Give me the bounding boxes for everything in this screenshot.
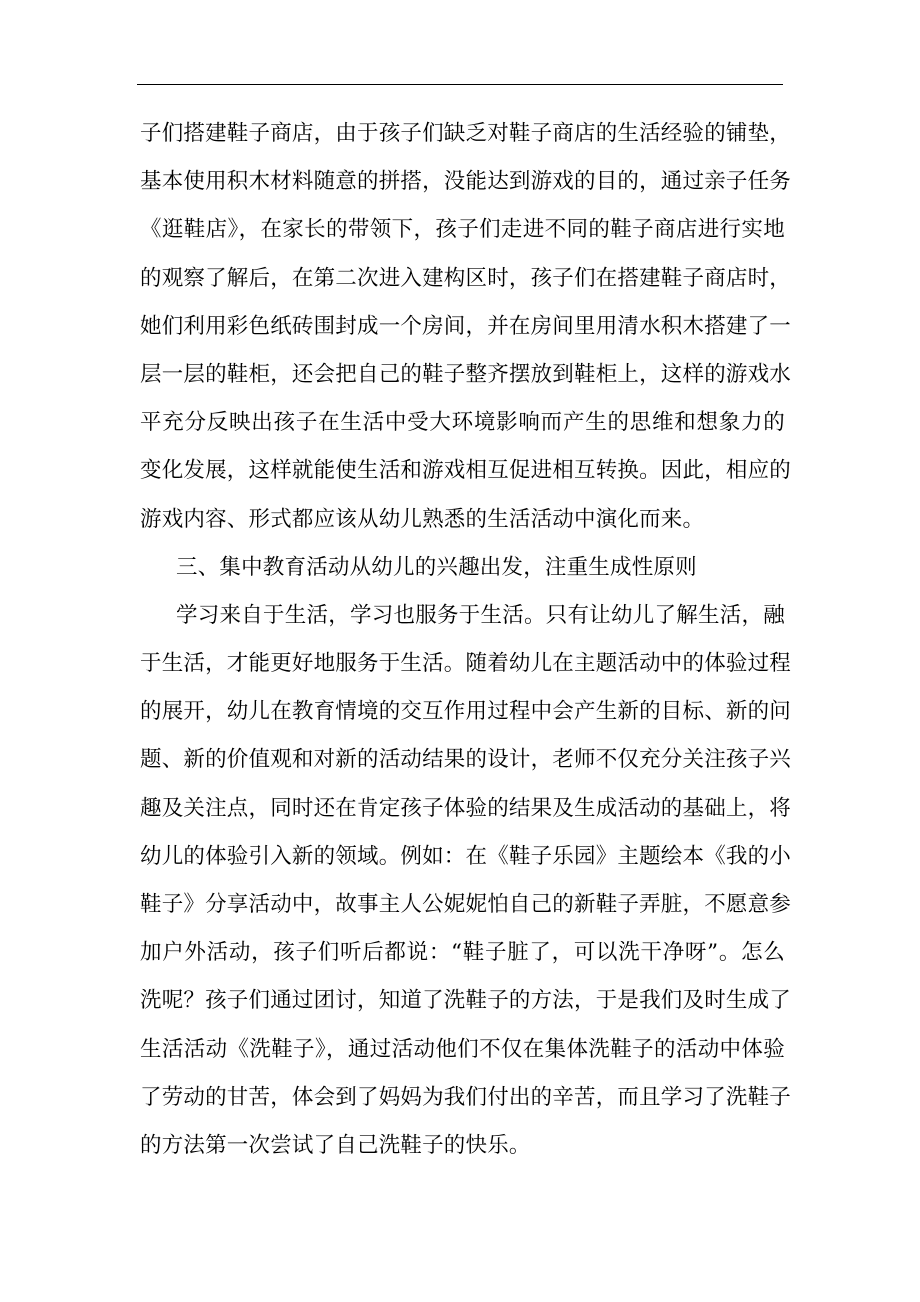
text-line: 洗呢？孩子们通过团讨，知道了洗鞋子的方法，于是我们及时生成了 — [140, 988, 792, 1014]
text-line: 游戏内容、形式都应该从幼儿熟悉的生活活动中演化而来。 — [140, 506, 705, 532]
text-line: 《逛鞋店》，在家长的带领下，孩子们走进不同的鞋子商店进行实地 — [140, 217, 785, 243]
text-line: 趣及关注点，同时还在肯定孩子体验的结果及生成活动的基础上，将 — [140, 795, 792, 821]
text-line: 基本使用积木材料随意的拼搭，没能达到游戏的目的，通过亲子任务 — [140, 169, 792, 195]
text-line: 她们利用彩色纸砖围封成一个房间，并在房间里用清水积木搭建了一 — [140, 313, 792, 339]
text-line: 学习来自于生活，学习也服务于生活。只有让幼儿了解生活，融 — [176, 602, 785, 628]
text-line: 鞋子》分享活动中，故事主人公妮妮怕自己的新鞋子弄脏，不愿意参 — [140, 892, 792, 917]
text-line: 幼儿的体验引入新的领域。例如：在《鞋子乐园》主题绘本《我的小 — [140, 843, 792, 869]
text-line: 题、新的价值观和对新的活动结果的设计，老师不仅充分关注孩子兴 — [140, 747, 792, 773]
text-line: 变化发展，这样就能使生活和游戏相互促进相互转换。因此，相应的 — [140, 458, 792, 484]
text-line: 的观察了解后，在第二次进入建构区时，孩子们在搭建鞋子商店时， — [140, 265, 792, 291]
text-line: 的展开，幼儿在教育情境的交互作用过程中会产生新的目标、新的问 — [140, 699, 792, 725]
text-line: 层一层的鞋柜，还会把自己的鞋子整齐摆放到鞋柜上，这样的游戏水 — [140, 361, 792, 387]
header-rule — [137, 84, 783, 85]
text-line: 加户外活动，孩子们听后都说：“鞋子脏了，可以洗干净呀”。怎么 — [140, 940, 785, 966]
text-line: 平充分反映出孩子在生活中受大环境影响而产生的思维和想象力的 — [140, 410, 785, 436]
section-heading: 三、集中教育活动从幼儿的兴趣出发，注重生成性原则 — [176, 554, 697, 580]
body-text — [140, 110, 792, 1170]
text-line: 于生活，才能更好地服务于生活。随着幼儿在主题活动中的体验过程 — [140, 651, 792, 677]
text-line: 生活活动《洗鞋子》，通过活动他们不仅在集体洗鞋子的活动中体验 — [140, 1036, 785, 1062]
text-line: 了劳动的甘苦，体会到了妈妈为我们付出的辛苦，而且学习了洗鞋子 — [140, 1084, 792, 1110]
text-line: 子们搭建鞋子商店，由于孩子们缺乏对鞋子商店的生活经验的铺垫， — [140, 121, 792, 146]
text-line: 的方法第一次尝试了自己洗鞋子的快乐。 — [140, 1132, 531, 1158]
